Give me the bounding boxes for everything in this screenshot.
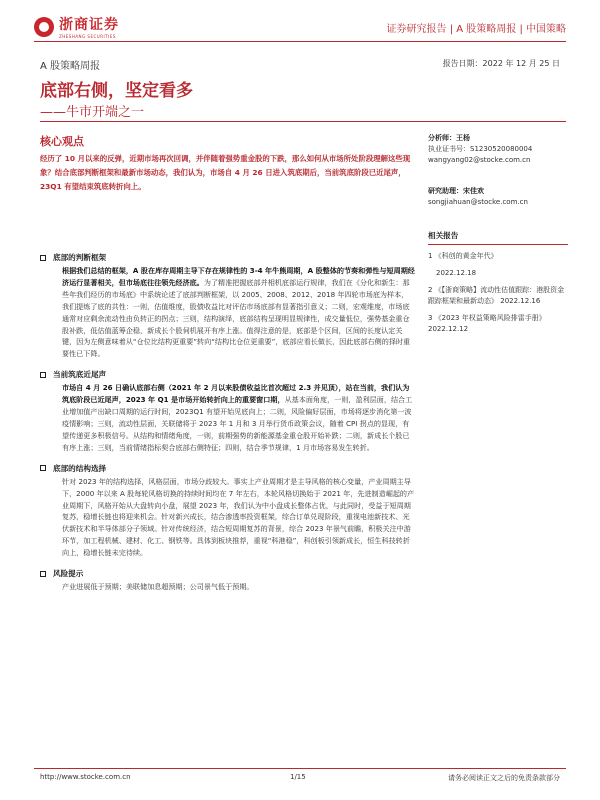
- analyst-email[interactable]: wangyang02@stocke.com.cn: [428, 156, 531, 164]
- related-report-title: 3 《2023 年权益策略风险排雷手册》: [428, 314, 546, 322]
- page-number: 1/15: [290, 773, 306, 781]
- logo-mark-icon: [34, 17, 54, 37]
- page-subtitle: ——牛市开端之一: [40, 105, 145, 120]
- related-report-item[interactable]: [428, 313, 568, 335]
- checkbox-bullet-icon: [40, 571, 46, 577]
- section-heading: 底部的判断框架: [53, 253, 107, 262]
- section-text: 针对 2023 年的结构选择，风格层面，市场分歧较大。事实上产业周期才是主导风格的核心变量，产业周期主导下，2000 年以来 A 股每轮风格切换的持续时间均在 7 年左右，本轮风格切换始于 2021 年，先进制造崛起的产业周期下，风格开始从大盘转向小盘，展望 2023 年，我们认为中小盘成长整体占优，与此同时，受益于短周期复苏，稳增长链也将迎来机会。针对新兴成长，结合渗透率投资框架，综合订单兑现阶段，重视电池新技术、光伏新技术和半导体部分子领域。针对传统经济，结合短周期复苏的背景，综合 2023 年景气前瞻，积极关注中游环节，加工程机械、建材、化工、钢铁等。具体到板块推荐，重视“科港稳”，科创板引领新成长，恒生科技转折向上，稳增长链未完待续。: [62, 476, 415, 558]
- section-lead: 根据我们总结的框架，A 股在库存周期主导下存在规律性的 3-4 年牛熊周期，A 股整体的节奏和弹性与短周期经济运行显著相关，但市场底往往领先经济底。: [62, 266, 415, 287]
- section-lead: 市场自 4 月 26 日确认底部右侧（2021 年 2 月以来股债收益比首次超过 2.3 并见顶），站在当前，我们认为筑底阶段已近尾声，2023 年 Q1 是市场开始转折向上的重要窗口期，: [62, 383, 410, 405]
- section-text: 从基本面角度，一则，盈利层面，结合工业增加值产出缺口周期的运行时间，2023Q1 有望开始见底向上；二则，风险偏好层面，市场将逐步消化第一波疫情影响；三则，流动性层面，关联储将于 2023 年 1 月和 3 月举行货币政策会议，随着 CPI 拐点的显现，有望传递更多积极信号。从结构和情绪角度，一则，前期强势的新能源基金重仓股开始补跌；二则，新成长个股已有序上涨；三则，当前情绪指标契合底部右侧特征；四则，结合季节规律，1 月市场容易发生转折。: [62, 395, 413, 452]
- footer-url[interactable]: http://www.stocke.com.cn: [40, 773, 131, 781]
- core-view-summary: 经历了 10 月以来的反弹，近期市场再次回调，并伴随着强势重金股的下跌，那么如何从市场所处阶段理解这些现象？结合底部判断框架和最新市场动态，我们认为，市场自 4 月 26 日进入筑底期后，当前筑底阶段已近尾声，23Q1 有望结束筑底转折向上。: [40, 154, 411, 192]
- document-type: A 股策略周报: [40, 61, 101, 72]
- checkbox-bullet-icon: [40, 465, 46, 471]
- assistant-email[interactable]: songjiahuan@stocke.com.cn: [428, 198, 528, 206]
- checkbox-bullet-icon: [40, 255, 46, 261]
- company-logo: [34, 14, 119, 39]
- section-heading: 风险提示: [53, 569, 84, 579]
- core-view-heading: 核心观点: [40, 135, 84, 148]
- section-risk-warning: [40, 568, 415, 593]
- sidebar: [428, 133, 568, 335]
- header-divider: [34, 41, 566, 42]
- section-text: 为了精准把握底部并相机底部运行规律，我们在《分化和新生：那些年我们经历的市场底》中系统论述了底部判断框架，以 2005、2008、2012、2018 年四轮市场底为样本，我们提炼了底的共性：一则，估值维度，股债收益比对评估市场底部有显著指引意义；二则，宏观维度，市场底通常对应剩余流动性由负转正的拐点；三则，结构演绎，底部结构呈现明显规律性，成交量低位，强势基金重仓股补跌，低估值蓝筹企稳，新成长个股伺机展开有序上涨。值得注意的是，底部是个区间，区间的长度认定关键，因为左侧意味着从“仓位比结构更重要”转向“结构比仓位更重要”，底部应看长做长，因此底部右侧的择时重要性已下降。: [62, 277, 411, 359]
- page-title: 底部右侧，坚定看多: [40, 81, 193, 101]
- section-heading: 底部的结构选择: [53, 463, 107, 473]
- logo-english-name: ZHESHANG SECURITIES: [59, 34, 116, 39]
- main-content: [40, 252, 415, 602]
- title-divider: [40, 121, 566, 122]
- assistant-name: 研究助理：宋佳欢: [428, 187, 484, 195]
- related-report-date: 2022.12.12: [428, 325, 469, 333]
- section-heading: 当前筑底近尾声: [53, 370, 107, 380]
- analyst-cert: 执业证书号：S1230520080004: [428, 145, 533, 153]
- report-date: 报告日期：2022 年 12 月 25 日: [442, 59, 560, 68]
- related-report-date: 2022.12.18: [436, 269, 477, 277]
- checkbox-bullet-icon: [40, 372, 46, 378]
- related-report-title: 2 《【浙商策略】流动性估值跟踪：港股资金跟踪框架和最新动态》: [428, 286, 565, 305]
- logo-name: 浙商证券: [59, 17, 119, 33]
- related-report-item[interactable]: [428, 285, 568, 307]
- related-reports-heading: 相关报告: [428, 230, 568, 245]
- section-text: 产业进展低于预期；美联储加息超预期；公司景气低于预期。: [62, 582, 254, 592]
- footer-disclaimer: 请务必阅读正文之后的免责条款部分: [448, 774, 560, 782]
- section-structure-choice: [40, 463, 415, 559]
- related-report-date: 2022.12.16: [500, 297, 541, 305]
- section-bottoming-end: [40, 369, 415, 453]
- footer-divider: [34, 768, 566, 769]
- section-bottom-framework: [40, 252, 415, 360]
- related-report-item[interactable]: [428, 251, 568, 279]
- report-categories: 证券研究报告 | A 股策略周报 | 中国策略: [386, 24, 566, 35]
- related-report-title: 1 《科创的黄金年代》: [428, 252, 498, 260]
- analyst-name: 分析师：王杨: [428, 134, 470, 142]
